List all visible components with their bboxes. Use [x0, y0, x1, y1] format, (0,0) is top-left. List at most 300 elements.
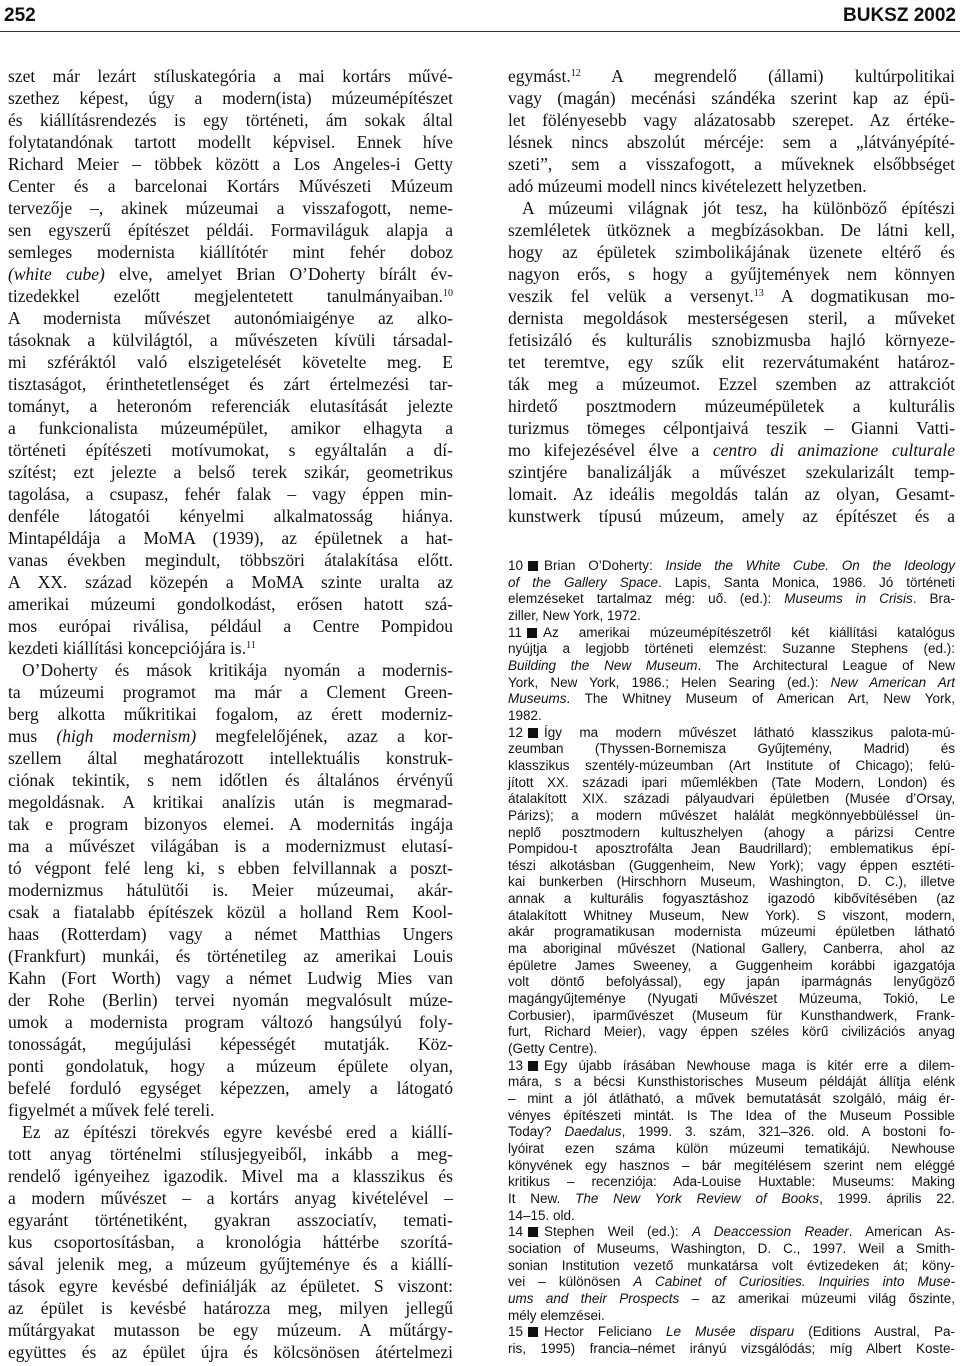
text-run: dernista megoldások mesterségesen steril, a műveket — [508, 308, 955, 328]
text-run: (Frankfurt) munkái, és történetileg az amerikai Louis — [8, 946, 453, 966]
text-line — [8, 747, 453, 769]
text-line — [8, 175, 453, 197]
text-run: vényes építészeti mintát. Is The Idea of the Museum Possible — [508, 1107, 955, 1123]
footnote-line — [508, 825, 955, 842]
text-run: szethez képest, úgy a modern(ista) múzeumépítészet — [8, 88, 453, 108]
text-run: tományt, a heteronóm referenciák elutasítását jelezte — [8, 396, 453, 416]
text-line — [8, 989, 453, 1011]
footnote-line — [508, 691, 955, 708]
text-line — [8, 329, 453, 351]
text-run: befelé forduló egységet képezzen, amely a látogató — [8, 1078, 453, 1098]
text-run: York, New York, 1986.; Helen Searing (ed.): — [508, 674, 831, 690]
text-line — [8, 1165, 453, 1187]
text-line — [8, 813, 453, 835]
footnote-line — [508, 1024, 955, 1041]
footnote-reference: 10 — [443, 288, 453, 299]
text-run: ziller, New York, 1972. — [508, 607, 641, 623]
footnote-line — [508, 958, 955, 975]
text-run: vagy (magán) mecénási szándéka szerint kap az épü- — [508, 88, 955, 108]
text-line — [8, 879, 453, 901]
text-run: egyaránt történetiként, gyakran asszociatív, temati- — [8, 1210, 453, 1230]
text-run: Párizs); a modern művészet halálát megkönnyebbüléssel ün- — [508, 807, 955, 823]
italic-text: ums and their Prospects — [508, 1290, 680, 1306]
text-run: ta múzeumi programot ma már a Clement Green- — [8, 682, 453, 702]
footnote — [508, 558, 955, 625]
text-line — [8, 769, 453, 791]
page-header — [4, 3, 956, 29]
text-run: kus csoportosításban, a kronológia háttérbe szorítá- — [8, 1232, 453, 1252]
text-run: . American As- — [848, 1224, 955, 1240]
text-run: szintjére banalizálják a művészet szekularizált temp- — [508, 462, 955, 482]
footnote-number: 12 — [508, 724, 524, 740]
text-run: egymást. — [508, 66, 571, 86]
footnote — [508, 1224, 955, 1324]
text-run: ciónak tekintik, s nem időtlen és általános érvényű — [8, 770, 453, 790]
text-run: let fölényesebb vagy alázatosabb szerepet. Az értéke- — [508, 110, 955, 130]
text-line — [508, 175, 955, 197]
text-run: vanas években megindult, többszöri átalakítása előtt. — [8, 550, 453, 570]
text-run: der Rohe (Berlin) tervei nyomán megvalósult múze- — [8, 990, 453, 1010]
text-line — [508, 461, 955, 483]
text-line — [8, 725, 453, 747]
text-run: mus — [8, 726, 57, 746]
text-run: nyújtja a legjobb történeti elemzést: Suzanne Stephens (ed.): — [508, 641, 955, 657]
text-line — [8, 439, 453, 461]
text-run: figyelmét a művek felé tereli. — [8, 1100, 215, 1120]
footnote-line — [508, 874, 955, 891]
text-run: kunstwerk típusú múzeum, amely az építészet és a — [508, 506, 955, 526]
footnote-line — [508, 741, 955, 758]
text-line — [508, 241, 955, 263]
text-line — [508, 65, 955, 87]
text-run: ponti gondolatuk, hogy a múzeum épülete olyan, — [8, 1056, 453, 1076]
text-run: Egy újabb írásában Newhouse maga is kitér erre a dilem- — [544, 1057, 955, 1073]
footnote-line — [508, 641, 955, 658]
text-run: lésnek nincs abszolút mércéje: sem a „látványépíté- — [508, 132, 955, 152]
text-line — [8, 483, 453, 505]
page-number: 252 — [4, 5, 36, 26]
text-run: mi szféráktól való elszigetelését követelte meg. E — [8, 352, 453, 372]
text-line — [8, 945, 453, 967]
text-line — [8, 1341, 453, 1363]
text-line — [8, 461, 453, 483]
footnote-line — [508, 658, 955, 675]
footnote-number: 14 — [508, 1224, 524, 1240]
text-run: nagyon erős, s hogy a gyűjtemények nem könnyen — [508, 264, 955, 284]
text-line — [8, 527, 453, 549]
text-line — [8, 1231, 453, 1253]
text-run: az épület is kevésbé határozza meg, milyen jellegű — [8, 1298, 453, 1318]
text-run: tott anyag történelmi stílusjegyeiből, inkább a meg- — [8, 1144, 453, 1164]
text-run: és kiállításrendezés is egy történeti, ám sokak által — [8, 110, 453, 130]
footnote-reference: 13 — [753, 288, 764, 299]
text-line — [8, 505, 453, 527]
text-run: haas (Rotterdam) vagy a német Matthias Ungers — [8, 924, 453, 944]
text-line — [8, 1297, 453, 1319]
text-line — [8, 1209, 453, 1231]
text-run: ták meg a múzeumot. Ezzel szemben az attrakciót — [508, 374, 955, 394]
italic-text: A Cabinet of Curiosities. Inquiries into Muse- — [633, 1274, 955, 1290]
italic-text: New American Art — [830, 674, 955, 690]
text-run: megfelelőjének, azaz a kor- — [196, 726, 453, 746]
text-line — [8, 901, 453, 923]
text-run: sonian Institution vezető munkatársa volt évtizedeken át; köny- — [508, 1257, 955, 1273]
footnote-reference: 12 — [570, 68, 581, 79]
journal-title: BUKSZ 2002 — [843, 5, 956, 26]
text-run: lyóirat ezen száma külön múzeumi tematikájú. Newhouse — [508, 1140, 955, 1156]
text-run: 1982. — [508, 707, 542, 723]
text-run: A dogmatikusan mo- — [763, 286, 955, 306]
text-run: épületre James Sweeney, a Guggenheim korábbi igazgatója — [508, 957, 955, 973]
footnote-line — [508, 1241, 955, 1258]
text-line — [8, 395, 453, 417]
text-line — [8, 1077, 453, 1099]
text-run: vei – különösen — [508, 1274, 634, 1290]
text-line — [8, 131, 453, 153]
text-line — [8, 285, 453, 307]
text-line — [8, 1099, 453, 1121]
text-line — [8, 1187, 453, 1209]
text-line — [508, 87, 955, 109]
text-run: , 1999. 3. szám, 321–326. old. A bostoni fo- — [621, 1124, 955, 1140]
text-run: szellem által meghatározott intellektuális konstruk- — [8, 748, 453, 768]
text-line — [508, 417, 955, 439]
text-run: folytatandónak tartott modellt képvisel. Ennek híve — [8, 132, 453, 152]
footnote-line — [508, 924, 955, 941]
text-line — [8, 857, 453, 879]
text-line — [8, 1319, 453, 1341]
footnote-line — [508, 1041, 955, 1058]
text-run: – mint a jól átlátható, a művek bemutatását szolgáló, máig ér- — [508, 1091, 955, 1106]
text-run: furt, Richard Meier), vagy éppen széles körű civilizációs anyag — [508, 1024, 955, 1040]
text-line — [8, 1055, 453, 1077]
text-run: Stephen Weil (ed.): — [544, 1224, 692, 1240]
text-line — [8, 373, 453, 395]
footnote-number: 15 — [508, 1324, 524, 1340]
text-run: Today? — [508, 1124, 565, 1140]
footnote-line — [508, 1158, 955, 1175]
footnote-line — [508, 1174, 955, 1191]
text-run: mára, s a bécsi Kunsthistorisches Museum példáját állítja elénk — [508, 1074, 955, 1090]
text-run: rendelő igényeihez igazodik. Mivel ma a klasszikus és — [8, 1166, 453, 1186]
text-run: amerikai múzeumi gondolkodást, erősen hatott szá- — [8, 594, 453, 614]
text-line — [8, 681, 453, 703]
text-line — [8, 1121, 453, 1143]
text-run: tagolása, a csupasz, fehér falak – vagy éppen min- — [8, 484, 453, 504]
text-line — [8, 835, 453, 857]
text-run: denféle látogatói kényelmi alkalmatosság hiánya. — [8, 506, 453, 526]
footnote-line — [508, 1141, 955, 1158]
text-run: jított XX. századi ipari műemlékben (Tate Modern, London) és — [508, 774, 955, 790]
black-square-icon — [527, 628, 537, 638]
footnote — [508, 725, 955, 1058]
italic-text: Daedalus — [564, 1124, 622, 1140]
text-run: Corbusier), iparművészet (Museum für Kunsthandwerk, Frank- — [508, 1007, 955, 1023]
text-run: tisztaságot, érinthetetlenséget és zárt értelmezési tar- — [8, 374, 453, 394]
text-run: – az amerikai múzeumi világ őszinte, — [679, 1290, 955, 1306]
text-run: szet már lezárt stíluskategória a mai kortárs művé- — [8, 66, 453, 86]
text-line — [8, 307, 453, 329]
text-run: A megrendelő (állami) kultúrpolitikai — [580, 66, 955, 86]
footnote-line — [508, 608, 955, 625]
text-line — [8, 791, 453, 813]
text-run: (Getty Centre). — [508, 1041, 598, 1057]
text-line — [508, 505, 955, 527]
footnote-line — [508, 891, 955, 908]
italic-text: (white cube) — [8, 264, 105, 284]
footnote-number: 13 — [508, 1057, 524, 1073]
text-run: tonosságát, megújulási képességét mutatják. Köz- — [8, 1034, 453, 1054]
text-run: Richard Meier – többek között a Los Angeles-i Getty — [8, 154, 453, 174]
black-square-icon — [528, 728, 538, 738]
footnote-line — [508, 1074, 955, 1091]
text-run: Az amerikai múzeumépítészetről két kiállítási katalógus — [543, 624, 955, 640]
text-line — [8, 637, 453, 659]
footnote-reference: 11 — [246, 640, 256, 651]
footnote-number: 11 — [508, 624, 523, 640]
text-run: átalakított Whitney Museum, New York). S viszont, modern, — [508, 907, 955, 923]
text-line — [508, 197, 955, 219]
text-run: modernizmus hátulütői is. Meier múzeumai, akár- — [8, 880, 453, 900]
text-line — [508, 285, 955, 307]
text-run: 14–15. old. — [508, 1207, 575, 1223]
text-run: veszik fel velük a versenyt. — [508, 286, 754, 306]
text-run: hirdető posztmodern múzeumépületek a kulturális — [508, 396, 955, 416]
text-run: tó végpont felé leng ki, s ebben felvillannak a poszt- — [8, 858, 453, 878]
footnote-line — [508, 675, 955, 692]
text-line — [8, 219, 453, 241]
footnote-line — [508, 591, 955, 608]
italic-text: Building the New Museum — [508, 657, 698, 673]
text-run: tet teremtve, egy szűk elit rezervátumaként határoz- — [508, 352, 955, 372]
text-run: történeti építészeti motívumokat, s egyáltalán a dí- — [8, 440, 453, 460]
text-line — [508, 395, 955, 417]
text-run: Így ma modern művészet látható klasszikus palota-mú- — [544, 724, 955, 740]
text-line — [508, 439, 955, 461]
footnote — [508, 1058, 955, 1225]
paragraph — [8, 65, 453, 659]
text-run: ma aboriginal művészet (National Gallery, Canberra, ahol az — [508, 941, 955, 957]
footnote-line — [508, 808, 955, 825]
text-run: tások egyre kevésbé definiálják az épületet. S viszont: — [8, 1276, 453, 1296]
text-line — [8, 703, 453, 725]
text-run: mos európai riválisa, például a Centre Pompidou — [8, 616, 453, 636]
text-run: szítést; ezt jelezte a belső terek szikár, geometrikus — [8, 462, 453, 482]
text-run: elve, amelyet Brian O’Doherty bírált év- — [104, 264, 453, 284]
italic-text: A Deaccession Reader — [691, 1224, 849, 1240]
text-line — [8, 153, 453, 175]
text-line — [8, 65, 453, 87]
text-run: A modernista művészet autonómiaigénye az alko- — [8, 308, 453, 328]
footnote-line — [508, 758, 955, 775]
footnote-line — [508, 775, 955, 792]
text-line — [8, 417, 453, 439]
footnote-line — [508, 558, 955, 575]
text-run: berg alkotta műkritikai fogalom, az érett moderniz- — [8, 704, 453, 724]
footnotes — [508, 558, 955, 1358]
text-line — [8, 923, 453, 945]
text-run: ris, 1995) francia–német irányú vizsgálódás; míg Albert Koste- — [508, 1340, 955, 1356]
footnote-line — [508, 708, 955, 725]
text-run: megoldásnak. A kritikai analízis után is megmarad- — [8, 792, 453, 812]
text-run: tészi alkotásban (Guggenheim, New York); vagy éppen esztéti- — [508, 857, 955, 873]
footnote-line — [508, 725, 955, 742]
text-run: a modern művészet – a kortárs anyag kivételével – — [8, 1188, 453, 1208]
text-run: Center és a barcelonai Kortárs Művészeti Múzeum — [8, 176, 453, 196]
black-square-icon — [528, 1227, 538, 1237]
text-run: . The Whitney Museum of American Art, New York, — [566, 691, 955, 707]
text-run: umok a modernista program változó hangsúlyú foly- — [8, 1012, 453, 1032]
footnote-line — [508, 858, 955, 875]
text-run: kezdeti kiállítási koncepciójára is. — [8, 638, 247, 658]
text-line — [508, 131, 955, 153]
text-line — [8, 1011, 453, 1033]
footnote-line — [508, 1274, 955, 1291]
text-run: szeti”, sem a visszafogott, a műveknek elsőbbséget — [508, 154, 955, 174]
text-run: ma a művészet világában is a modernizmust elutasí- — [8, 836, 453, 856]
text-run: a funkcionalista múzeumépület, amikor elhagyta a — [8, 418, 453, 438]
text-run: akár programatikusan modernista múzeumi épületben látható — [508, 924, 955, 940]
text-run: tizedekkel ezelőtt megjelentetett tanulmányaiban. — [8, 286, 443, 306]
text-run: klasszikus szentély-múzeumban (Art Institute of Chicago); felú- — [508, 757, 955, 773]
text-line — [8, 1275, 453, 1297]
text-run: Mintapéldája a MoMA (1939), az épületnek a hat- — [8, 528, 453, 548]
footnote-line — [508, 791, 955, 808]
footnote-line — [508, 575, 955, 592]
italic-text: Le Musée disparu — [666, 1324, 795, 1340]
text-line — [8, 659, 453, 681]
text-run: mo kifejezésével élve a — [508, 440, 713, 460]
text-run: . Bra- — [912, 591, 955, 607]
text-run: kritikus – recenziója: Ada-Louise Huxtable: Museums: Making — [508, 1174, 955, 1190]
footnote-line — [508, 1008, 955, 1025]
text-run: együttes és az épület újra és kölcsönösen átértelmezi — [8, 1342, 453, 1362]
text-run: , 1999. április 22. — [819, 1190, 956, 1206]
text-line — [8, 615, 453, 637]
footnote-line — [508, 1291, 955, 1308]
text-run: volt döntő befolyással), egy japán iparmágnás lenyűgöző — [508, 974, 955, 990]
footnote-line — [508, 1308, 955, 1325]
black-square-icon — [528, 1061, 538, 1071]
left-column — [8, 65, 453, 1363]
text-run: fetisizáló és kulturális sznobizmusba hajló környeze- — [508, 330, 955, 350]
black-square-icon — [528, 561, 538, 571]
text-line — [8, 87, 453, 109]
paragraph — [8, 1121, 453, 1363]
italic-text: (high modernism) — [56, 726, 197, 746]
text-run: szemléletek ütköznek a megbízásokban. De látni kell, — [508, 220, 955, 240]
text-line — [8, 1143, 453, 1165]
paragraph — [8, 659, 453, 1121]
text-run: turizmus tömeges célpontjaivá teszik – Gianni Vatti- — [508, 418, 955, 438]
text-line — [508, 153, 955, 175]
text-line — [8, 351, 453, 373]
text-run: tásoknak a külvilágtól, a művészeten kívüli társadal- — [8, 330, 453, 350]
text-line — [508, 329, 955, 351]
text-line — [8, 241, 453, 263]
text-line — [8, 109, 453, 131]
header-rule — [0, 31, 960, 32]
footnote-line — [508, 1091, 955, 1108]
italic-text: Museums — [508, 691, 567, 707]
text-run: . Lapis, Santa Monica, 1986. Jó történeti — [658, 574, 955, 590]
text-run: mély elemzései. — [508, 1307, 605, 1323]
text-run: Brian O’Doherty: — [544, 558, 666, 573]
text-line — [508, 219, 955, 241]
paragraph — [508, 197, 955, 527]
text-run: O’Doherty és mások kritikája nyomán a modernis- — [22, 660, 453, 680]
text-run: annak a kulturális fogyasztáshoz igazodó kibővítésében (az — [508, 891, 955, 907]
text-run: It New. — [508, 1190, 576, 1206]
text-run: A XX. század közepén a MoMA szinte uralta az — [8, 572, 453, 592]
footnote-line — [508, 1108, 955, 1125]
paragraph — [508, 65, 955, 197]
text-line — [508, 351, 955, 373]
footnote — [508, 1324, 955, 1357]
text-run: Ez az építészi törekvés egyre kevésbé ered a kiállí- — [22, 1122, 453, 1142]
text-line — [8, 571, 453, 593]
italic-text: Museums in Crisis — [784, 591, 913, 607]
text-run: adó múzeumi modell nincs kivételezett helyzetben. — [508, 176, 867, 196]
footnote-line — [508, 1258, 955, 1275]
text-run: tak e program bizonyos elemei. A modernitás ingája — [8, 814, 453, 834]
text-run: (Editions Austral, Pa- — [794, 1324, 955, 1340]
text-run: semleges modernista kiállítótér mint fehér doboz — [8, 242, 453, 262]
text-line — [8, 197, 453, 219]
footnote-line — [508, 974, 955, 991]
text-line — [508, 307, 955, 329]
text-run: átalakított XIX. századi pályaudvari épületben (Musée d’Orsay, — [508, 791, 955, 807]
footnote-line — [508, 1324, 955, 1341]
text-run: műtárgyakat mutasson be egy múzeum. A műtárgy- — [8, 1320, 453, 1340]
black-square-icon — [528, 1327, 538, 1337]
text-run: csak a fiatalabb építészek közül a holland Rem Kool- — [8, 902, 453, 922]
text-run: hogy az épületek szimbolikájának üzenete eltérő és — [508, 242, 955, 262]
text-line — [8, 1253, 453, 1275]
italic-text: of the Gallery Space — [508, 574, 658, 590]
text-run: sociation of Museums, Washington, D. C., 1997. Weil a Smith- — [508, 1240, 955, 1256]
text-line — [8, 549, 453, 571]
text-run: . The Architectural League of New — [697, 657, 955, 673]
text-run: Pompidou-t aposztrofálta Jean Baudrillard); emblematikus épí- — [508, 841, 955, 857]
footnote-line — [508, 841, 955, 858]
footnote-line — [508, 991, 955, 1008]
text-run: Hector Feliciano — [544, 1324, 667, 1340]
text-run: zeumban (Thyssen-Bornemisza Gyűjtemény, Madrid) és — [508, 741, 955, 757]
footnote-line — [508, 908, 955, 925]
italic-text: The New York Review of Books — [575, 1190, 820, 1206]
text-run: Kahn (Fort Worth) vagy a német Ludwig Mies van — [8, 968, 453, 988]
footnote-line — [508, 1341, 955, 1358]
text-line — [8, 263, 453, 285]
text-line — [8, 593, 453, 615]
footnote-line — [508, 1124, 955, 1141]
right-column — [508, 65, 955, 527]
footnote-line — [508, 1058, 955, 1075]
text-run: sen egyszerű építészet példái. Formaviláguk alapja a — [8, 220, 453, 240]
text-run: tervezője –, akinek múzeumai a visszafogott, neme- — [8, 198, 453, 218]
text-run: kai bunkerben (Hirschhorn Museum, Washington, D. C.), illetve — [508, 874, 955, 890]
footnote-line — [508, 1224, 955, 1241]
footnote-line — [508, 941, 955, 958]
text-line — [508, 483, 955, 505]
text-run: magángyűjteménye (Nyugati Művészet Múzeuma, Tokió, Le — [508, 991, 955, 1007]
text-run: A múzeumi világnak jót tesz, ha különböző építészi — [522, 198, 955, 218]
text-line — [508, 109, 955, 131]
footnote-line — [508, 1208, 955, 1225]
italic-text: centro di animazione culturale — [712, 440, 956, 460]
footnote-number: 10 — [508, 558, 524, 573]
